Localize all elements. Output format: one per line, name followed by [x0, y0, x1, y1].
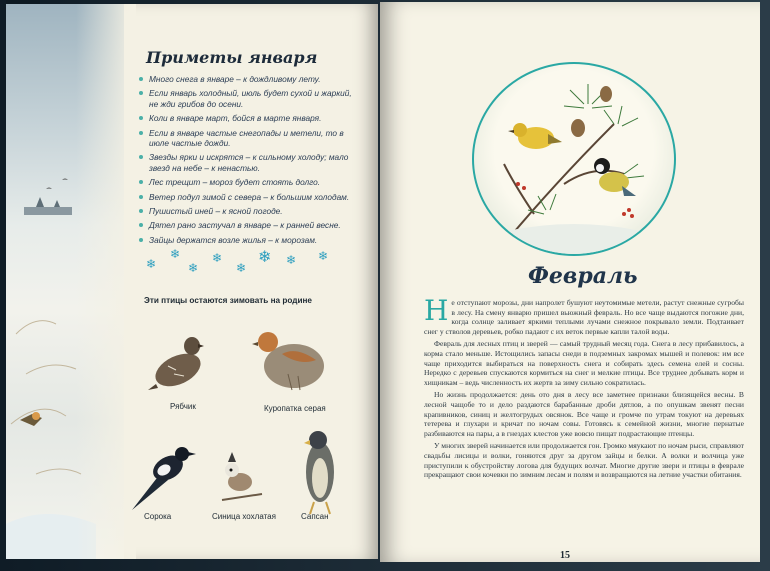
bird-label: Куропатка серая: [264, 404, 326, 413]
bullet-icon: [139, 238, 143, 242]
birds-on-pine-illustration: [472, 62, 676, 256]
list-item: Дятел рано застучал в январе – к ранней весне.: [139, 220, 359, 230]
birds-heading: Эти птицы остаются зимовать на родине: [144, 296, 312, 305]
article-text: [424, 294, 744, 483]
list-item: Зайцы держатся возле жилья – к морозам.: [139, 235, 359, 245]
crested-tit-illustration: [212, 448, 272, 508]
bullet-icon: [139, 180, 143, 184]
list-item: Коли в январе март, бойся в марте января.: [139, 113, 359, 123]
snowflake-icon: ❄: [146, 257, 157, 271]
bird-label: Рябчик: [170, 402, 196, 411]
weather-signs-list: [139, 74, 359, 249]
peregrine-falcon-illustration: [292, 424, 348, 516]
snowflake-icon: ❄: [318, 249, 329, 263]
snowflake-icon: ❄: [188, 261, 199, 275]
bullet-icon: [139, 155, 143, 159]
grey-partridge-illustration: [252, 318, 332, 398]
paragraph: У многих зверей начинается или продолжается гон. Громко мяукают по ночам рыси, справляют свадьбы лисицы и волки, гоняются друг за другом зайцы и белки. А волки и волчица уже приступили к обустройству логова для будущих волчат. Многие другие звери и птицы в феврале прекращают свои кочевки по зимним лесам и полям и возвращаются на летние участки обитания.: [424, 441, 744, 480]
snowflake-icon: ❄: [170, 247, 181, 261]
list-item: Пушистый иней – к ясной погоде.: [139, 206, 359, 216]
page-number: 15: [560, 550, 570, 561]
bullet-icon: [139, 131, 143, 135]
snowflake-icon: ❄: [212, 251, 223, 265]
list-item: Много снега в январе – к дождливому лету.: [139, 74, 359, 84]
list-item: Лес трещит – мороз будет стоять долго.: [139, 177, 359, 187]
list-item: Ветер подул зимой с севера – к большим холодам.: [139, 192, 359, 202]
bullet-icon: [139, 223, 143, 227]
list-item: Если в январе частые снегопады и метели, то в июле частые дожди.: [139, 128, 359, 149]
bird-label: Сапсан: [301, 512, 329, 521]
bullet-icon: [139, 209, 143, 213]
drop-cap: Н: [424, 294, 449, 327]
list-item: Звезды ярки и искрятся – к сильному холоду; мало звезд на небе – к ненастью.: [139, 152, 359, 173]
bullet-icon: [139, 116, 143, 120]
bird-label: Сорока: [144, 512, 172, 521]
page-title: Приметы января: [146, 48, 318, 67]
bullet-icon: [139, 195, 143, 199]
snowflake-icon: ❄: [236, 261, 247, 275]
right-page: [380, 2, 760, 562]
paragraph: Но жизнь продолжается: день ото дня в лесу все заметнее признаки близящейся весны. В лесной чащобе то и дело раздаются барабанные дроби дятлов, а по опушкам звенят песни крапивников, синиц и желтогрудых овсянок. Все чаще и громче по утрам токуют на деревьях тетерева и глухари и кричат по ночам совы. Готовясь к семейной жизни, многие пернатые разбиваются на пары, а в гнездах клестов уже вовсю пищат подрастающие птенцы.: [424, 390, 744, 438]
snowflake-icon: ❄: [258, 249, 272, 266]
paragraph: Февраль для лесных птиц и зверей — самый трудный месяц года. Снега в лесу прибавилось, а корма стало меньше. Истощились запасы снеди в подземных закромах мышей и полевок: им все чаще приходится выбираться на поверхность снега и собирать здесь семена елей и сосны. Нередко с деревьев спускаются кормиться на снег и мелкие птицы. Все труднее добывать корм и хищникам – ведь численность их жертв за зиму сильно сократилась.: [424, 339, 744, 387]
snowflake-icon: ❄: [286, 253, 297, 267]
left-page: [6, 4, 378, 559]
snowflake-decoration: [146, 247, 346, 275]
bullet-icon: [139, 77, 143, 81]
page-title: Февраль: [528, 263, 638, 289]
paragraph: Не отступают морозы, дни напролет бушуют неутомимые метели, растут снежные сугробы в лесу. На смену январю пришел вьюжный февраль. Но все чаще выдаются погожие дни, когда солнце заливает яркими теплыми лучами снежное покрывало земли. Подтаивает снег у стволов деревьев, робко падают с их веток первые капли талой воды.: [424, 294, 744, 336]
bullet-icon: [139, 91, 143, 95]
hazel-grouse-illustration: [146, 326, 212, 396]
list-item: Если январь холодный, июль будет сухой и жаркий, не жди грибов до осени.: [139, 88, 359, 109]
bird-label: Синица хохлатая: [212, 512, 276, 521]
magpie-illustration: [124, 436, 198, 516]
